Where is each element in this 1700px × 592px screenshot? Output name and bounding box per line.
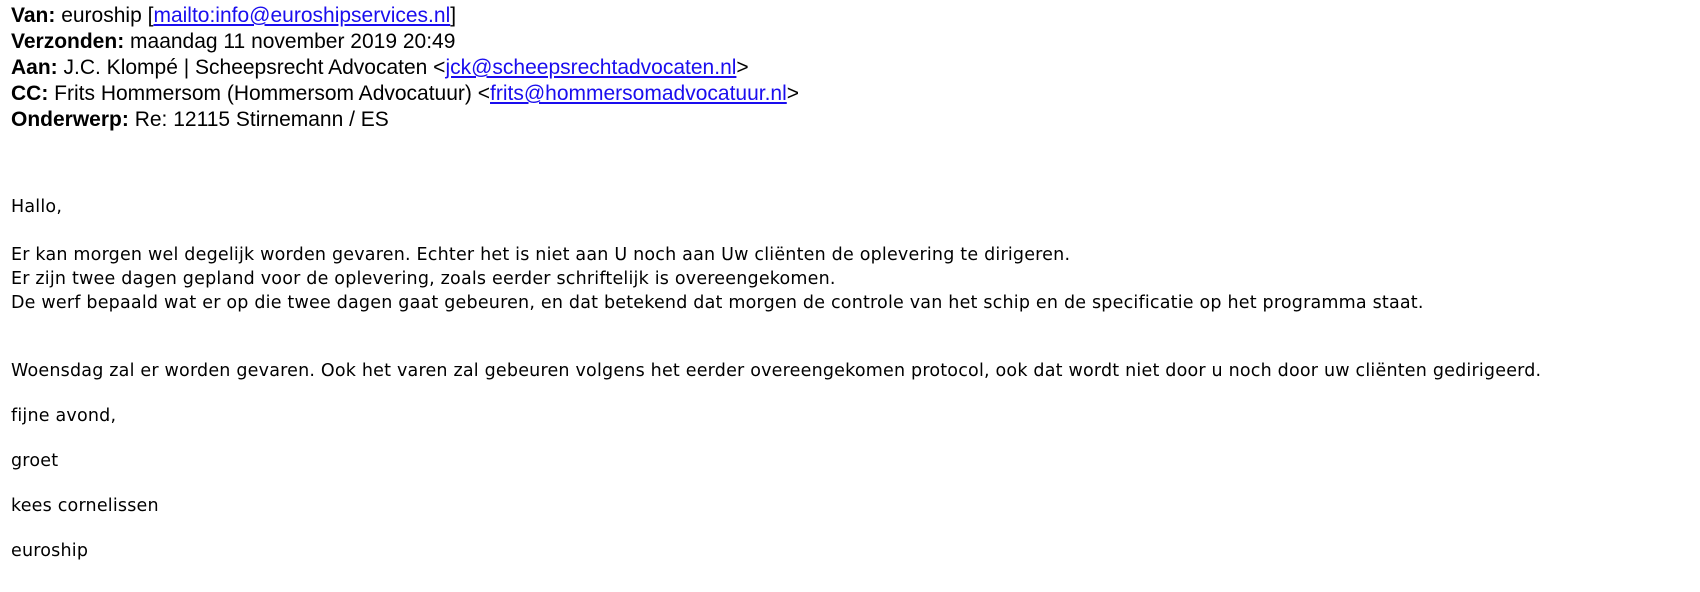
subject-row: [11, 107, 1700, 133]
sent-row: [11, 29, 1700, 55]
paragraph-1-line-1: Er kan morgen wel degelijk worden gevaren. Echter het is niet aan U noch aan Uw cliënten de oplevering te dirigeren.: [11, 245, 1071, 265]
greeting: Hallo,: [11, 197, 63, 217]
cc-row: [11, 81, 1700, 107]
cc-label: CC:: [11, 82, 49, 105]
cc-email-link[interactable]: frits@hommersomadvocatuur.nl: [490, 82, 787, 105]
to-close: >: [736, 56, 749, 79]
to-name: J.C. Klompé | Scheepsrecht Advocaten <: [63, 56, 446, 79]
subject-value: Re: 12115 Stirnemann / ES: [134, 108, 389, 131]
from-bracket-close: ]: [450, 4, 457, 27]
cc-name: Frits Hommersom (Hommersom Advocatuur) <: [54, 82, 491, 105]
from-bracket-open: [: [147, 4, 154, 27]
to-row: [11, 55, 1700, 81]
sender-company: euroship: [11, 541, 89, 561]
to-email-link[interactable]: jck@scheepsrechtadvocaten.nl: [445, 56, 737, 79]
to-label: Aan:: [11, 56, 58, 79]
sent-label: Verzonden:: [11, 30, 125, 53]
from-name: euroship: [61, 4, 142, 27]
paragraph-1-line-2: Er zijn twee dagen gepland voor de oplevering, zoals eerder schriftelijk is overeengekomen.: [11, 269, 836, 289]
from-row: [11, 3, 1700, 29]
email-headers: [11, 3, 1700, 133]
cc-close: >: [786, 82, 800, 105]
sender-name: kees cornelissen: [11, 496, 159, 516]
closing: fijne avond,: [11, 406, 117, 426]
paragraph-2: Woensdag zal er worden gevaren. Ook het varen zal gebeuren volgens het eerder overeengekomen protocol, ook dat wordt niet door u noch door uw cliënten gedirigeerd.: [11, 361, 1542, 381]
from-email-link[interactable]: mailto:info@euroshipservices.nl: [153, 4, 451, 27]
email-body: [11, 195, 1700, 563]
from-label: Van:: [11, 4, 56, 27]
subject-label: Onderwerp:: [11, 108, 129, 131]
sent-date: maandag 11 november 2019 20:49: [130, 30, 456, 53]
paragraph-1-line-3: De werf bepaald wat er op die twee dagen gaat gebeuren, en dat betekend dat morgen de controle van het schip en de specificatie op het programma staat.: [11, 293, 1424, 313]
sign-off: groet: [11, 451, 59, 471]
